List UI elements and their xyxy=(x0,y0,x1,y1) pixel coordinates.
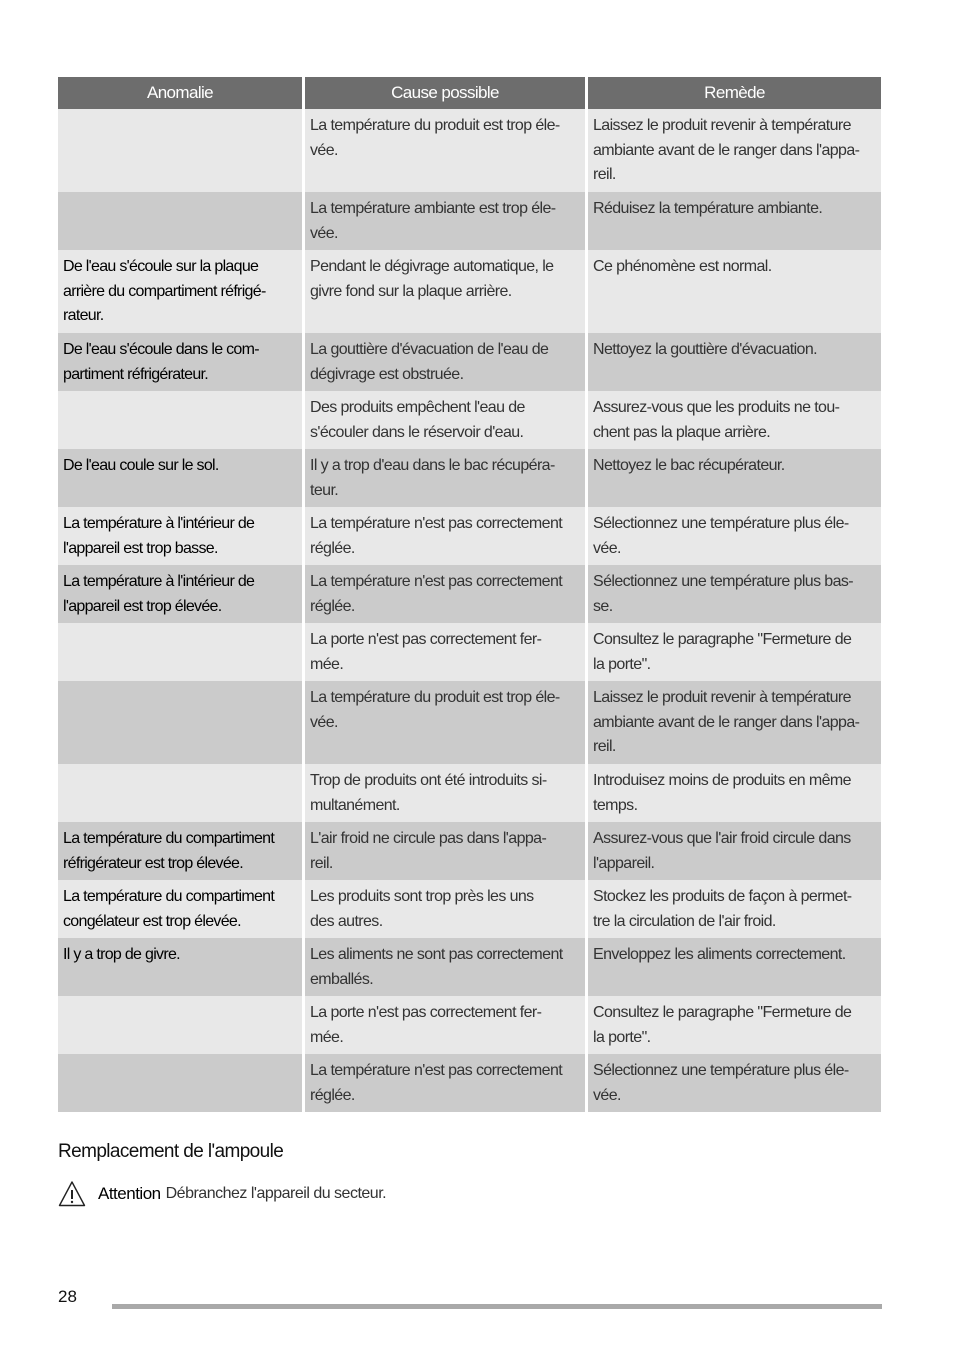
table-row xyxy=(58,565,881,623)
cell-cause: Pendant le dégivrage automatique, le givre fond sur la plaque arrière. xyxy=(305,250,585,333)
cell-anomalie: La température à l'intérieur de l'appareil est trop basse. xyxy=(58,507,302,565)
cell-anomalie: De l'eau s'écoule sur la plaque arrière du compartiment réfrigé- rateur. xyxy=(58,250,302,333)
cell-remede: Nettoyez la gouttière d'évacuation. xyxy=(588,333,881,391)
cell-remede: Stockez les produits de façon à permet- tre la circulation de l'air froid. xyxy=(588,880,881,938)
cell-anomalie xyxy=(58,764,302,822)
cell-anomalie: De l'eau coule sur le sol. xyxy=(58,449,302,507)
cell-cause: Il y a trop d'eau dans le bac récupéra- teur. xyxy=(305,449,585,507)
cell-cause: La température n'est pas correctement réglée. xyxy=(305,507,585,565)
page-number: 28 xyxy=(58,1287,77,1306)
cell-remede: Consultez le paragraphe "Fermeture de la porte". xyxy=(588,623,881,681)
table-row xyxy=(58,880,881,938)
cell-cause: La température n'est pas correctement réglée. xyxy=(305,1054,585,1112)
attention-text: Débranchez l'appareil du secteur. xyxy=(165,1185,387,1202)
cell-cause: Les produits sont trop près les uns des autres. xyxy=(305,880,585,938)
cell-anomalie: La température à l'intérieur de l'appareil est trop élevée. xyxy=(58,565,302,623)
cell-cause: Trop de produits ont été introduits si- multanément. xyxy=(305,764,585,822)
cell-remede: Enveloppez les aliments correctement. xyxy=(588,938,881,996)
cell-anomalie xyxy=(58,996,302,1054)
cell-anomalie xyxy=(58,109,302,192)
table-row xyxy=(58,250,881,333)
cell-anomalie xyxy=(58,192,302,250)
header-cause: Cause possible xyxy=(305,77,585,109)
cell-anomalie xyxy=(58,623,302,681)
cell-cause: Les aliments ne sont pas correctement emballés. xyxy=(305,938,585,996)
attention-note xyxy=(58,1180,386,1208)
table-row xyxy=(58,192,881,250)
table-row xyxy=(58,391,881,449)
table-row xyxy=(58,333,881,391)
cell-remede: Nettoyez le bac récupérateur. xyxy=(588,449,881,507)
table-row xyxy=(58,938,881,996)
cell-remede: Sélectionnez une température plus éle- vée. xyxy=(588,507,881,565)
cell-cause: Des produits empêchent l'eau de s'écouler dans le réservoir d'eau. xyxy=(305,391,585,449)
table-row xyxy=(58,681,881,764)
cell-remede: Assurez-vous que l'air froid circule dans l'appareil. xyxy=(588,822,881,880)
cell-anomalie: La température du compartiment réfrigérateur est trop élevée. xyxy=(58,822,302,880)
table-row xyxy=(58,507,881,565)
cell-cause: La température n'est pas correctement réglée. xyxy=(305,565,585,623)
cell-cause: La température du produit est trop éle- vée. xyxy=(305,109,585,192)
cell-cause: La porte n'est pas correctement fer- mée. xyxy=(305,623,585,681)
cell-remede: Assurez-vous que les produits ne tou- chent pas la plaque arrière. xyxy=(588,391,881,449)
cell-remede: Réduisez la température ambiante. xyxy=(588,192,881,250)
cell-cause: La porte n'est pas correctement fer- mée. xyxy=(305,996,585,1054)
troubleshooting-table xyxy=(58,77,881,1112)
cell-anomalie xyxy=(58,391,302,449)
warning-triangle-icon xyxy=(58,1180,86,1208)
header-anomalie: Anomalie xyxy=(58,77,302,109)
table-row xyxy=(58,822,881,880)
cell-cause: La température ambiante est trop éle- vée. xyxy=(305,192,585,250)
table-row xyxy=(58,109,881,192)
cell-remede: Sélectionnez une température plus bas- se. xyxy=(588,565,881,623)
cell-remede: Introduisez moins de produits en même temps. xyxy=(588,764,881,822)
table-row xyxy=(58,1054,881,1112)
cell-cause: L'air froid ne circule pas dans l'appa- reil. xyxy=(305,822,585,880)
cell-anomalie xyxy=(58,681,302,764)
cell-anomalie: Il y a trop de givre. xyxy=(58,938,302,996)
cell-remede: Laissez le produit revenir à température ambiante avant de le ranger dans l'appa- reil. xyxy=(588,681,881,764)
cell-remede: Laissez le produit revenir à température ambiante avant de le ranger dans l'appa- reil. xyxy=(588,109,881,192)
cell-anomalie xyxy=(58,1054,302,1112)
cell-anomalie: La température du compartiment congélateur est trop élevée. xyxy=(58,880,302,938)
cell-anomalie: De l'eau s'écoule dans le com- partiment réfrigérateur. xyxy=(58,333,302,391)
cell-remede: Consultez le paragraphe "Fermeture de la porte". xyxy=(588,996,881,1054)
section-title: Remplacement de l'ampoule xyxy=(58,1141,284,1162)
header-remede: Remède xyxy=(588,77,881,109)
table-row xyxy=(58,764,881,822)
cell-remede: Ce phénomène est normal. xyxy=(588,250,881,333)
table-header-row xyxy=(58,77,881,109)
table-row xyxy=(58,996,881,1054)
cell-remede: Sélectionnez une température plus éle- vée. xyxy=(588,1054,881,1112)
attention-label: Attention xyxy=(98,1184,161,1203)
cell-cause: La gouttière d'évacuation de l'eau de dégivrage est obstruée. xyxy=(305,333,585,391)
table-row xyxy=(58,449,881,507)
cell-cause: La température du produit est trop éle- vée. xyxy=(305,681,585,764)
footer-rule xyxy=(112,1304,882,1309)
table-row xyxy=(58,623,881,681)
